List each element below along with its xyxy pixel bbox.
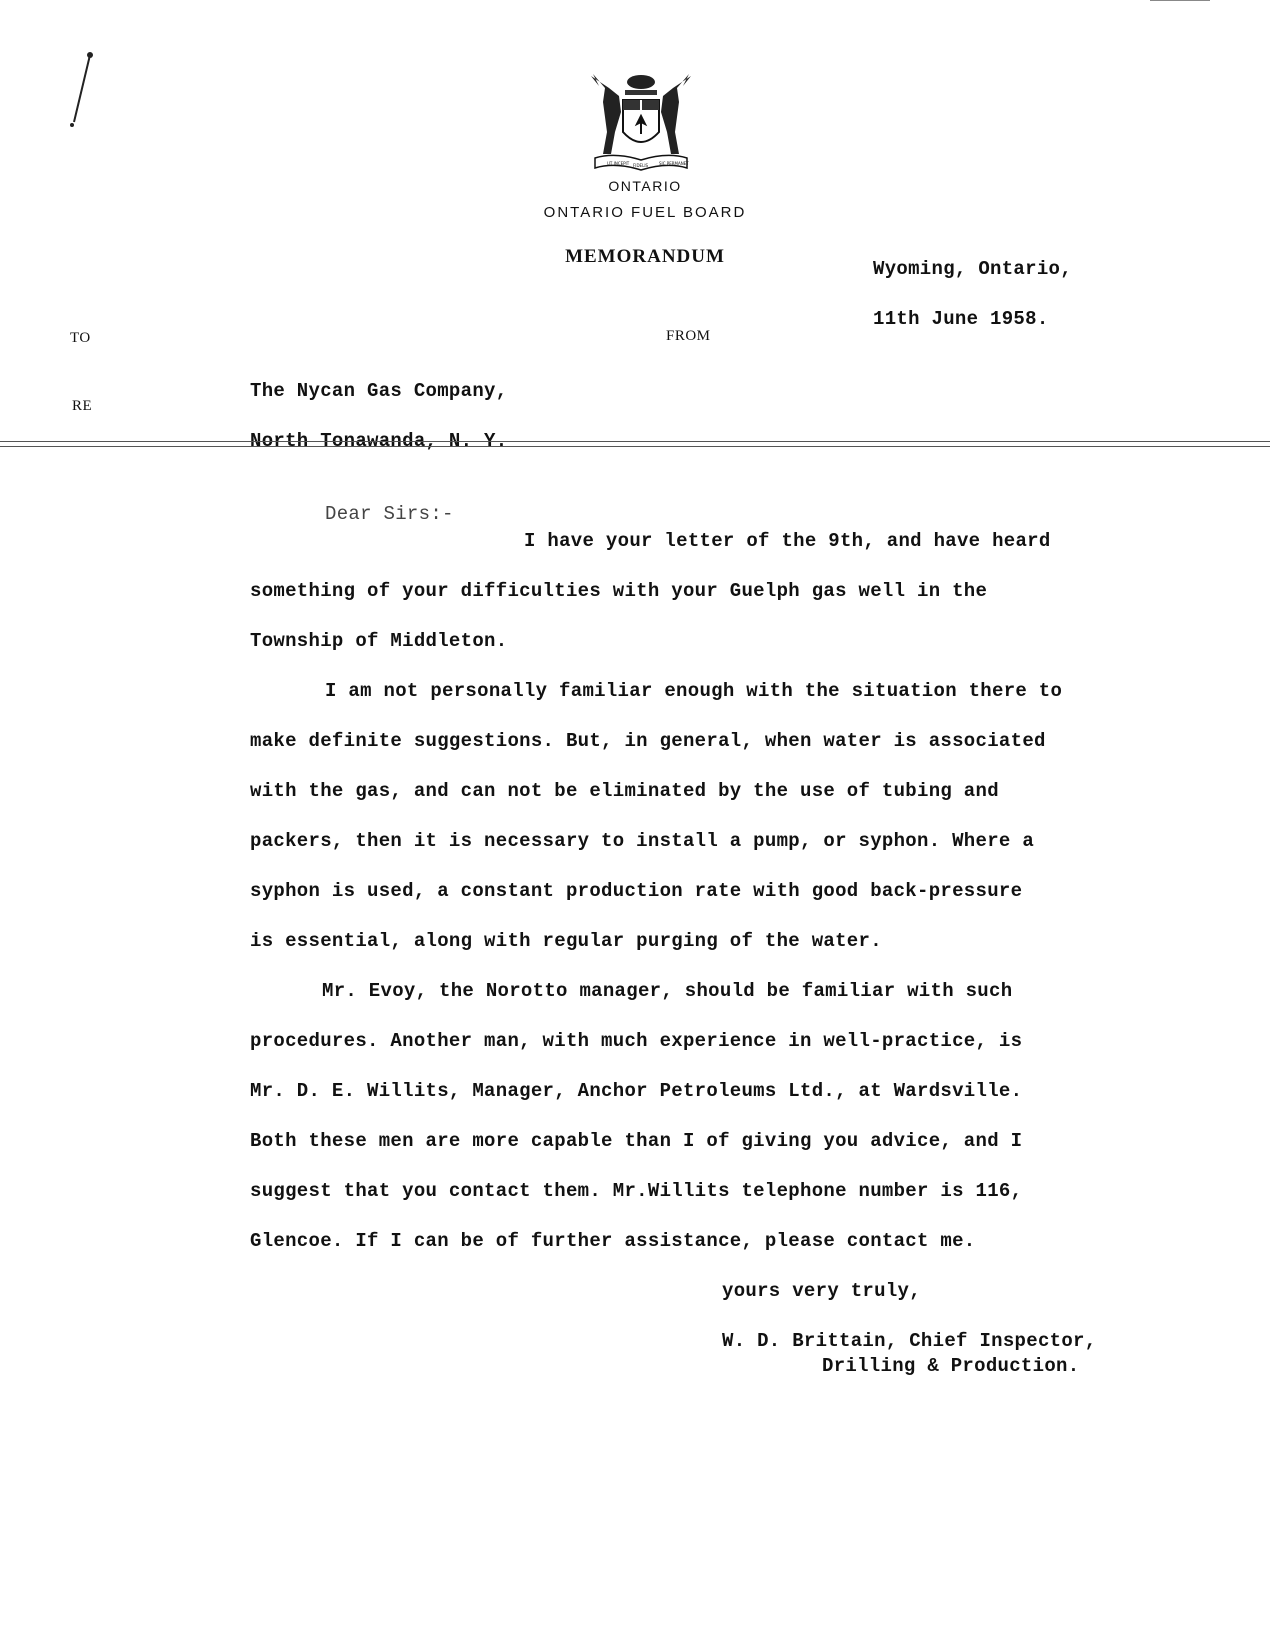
salutation: Dear Sirs:- <box>325 503 454 525</box>
signature-line-2: Drilling & Production. <box>822 1355 1080 1377</box>
province-heading: ONTARIO <box>608 178 682 194</box>
addressee-line-2: North Tonawanda, N. Y. <box>250 430 508 452</box>
memorandum-title: MEMORANDUM <box>565 246 725 267</box>
closing: yours very truly, <box>722 1280 921 1302</box>
to-label: TO <box>70 330 91 346</box>
addressee-line-1: The Nycan Gas Company, <box>250 380 508 402</box>
crest-motto-center: FIDELIS <box>633 163 649 168</box>
re-label: RE <box>72 398 93 414</box>
from-label: FROM <box>666 328 711 344</box>
crest-motto-right: SIC PERMANET <box>659 161 689 166</box>
body-line-7: packers, then it is necessary to install a pump, or syphon. Where a <box>250 830 1035 852</box>
date-line: 11th June 1958. <box>873 308 1049 330</box>
body-line-4: I am not personally familiar enough with the situation there to <box>325 680 1063 702</box>
header-rule-top <box>0 441 1270 442</box>
body-line-5: make definite suggestions. But, in general, when water is associated <box>250 730 1046 752</box>
ontario-coat-of-arms-icon <box>585 72 697 172</box>
body-line-11: procedures. Another man, with much experience in well-practice, is <box>250 1030 1023 1052</box>
header-rule-bottom <box>0 446 1270 447</box>
body-line-12: Mr. D. E. Willits, Manager, Anchor Petroleums Ltd., at Wardsville. <box>250 1080 1023 1102</box>
body-line-13: Both these men are more capable than I of giving you advice, and I <box>250 1130 1023 1152</box>
body-line-1: I have your letter of the 9th, and have heard <box>524 530 1051 552</box>
signature-line-1: W. D. Brittain, Chief Inspector, <box>722 1330 1097 1352</box>
pen-mark <box>60 50 100 130</box>
body-line-6: with the gas, and can not be eliminated by the use of tubing and <box>250 780 999 802</box>
organization-heading: ONTARIO FUEL BOARD <box>543 204 747 221</box>
top-edge-mark <box>1150 0 1210 1</box>
crest-motto-left: UT INCEPIT <box>607 161 630 166</box>
body-line-9: is essential, along with regular purging of the water. <box>250 930 882 952</box>
body-line-2: something of your difficulties with your Guelph gas well in the <box>250 580 988 602</box>
body-line-14: suggest that you contact them. Mr.Willits telephone number is 116, <box>250 1180 1023 1202</box>
place-line: Wyoming, Ontario, <box>873 258 1072 280</box>
body-line-8: syphon is used, a constant production rate with good back-pressure <box>250 880 1023 902</box>
body-line-15: Glencoe. If I can be of further assistance, please contact me. <box>250 1230 976 1252</box>
body-line-3: Township of Middleton. <box>250 630 508 652</box>
body-line-10: Mr. Evoy, the Norotto manager, should be familiar with such <box>322 980 1013 1002</box>
